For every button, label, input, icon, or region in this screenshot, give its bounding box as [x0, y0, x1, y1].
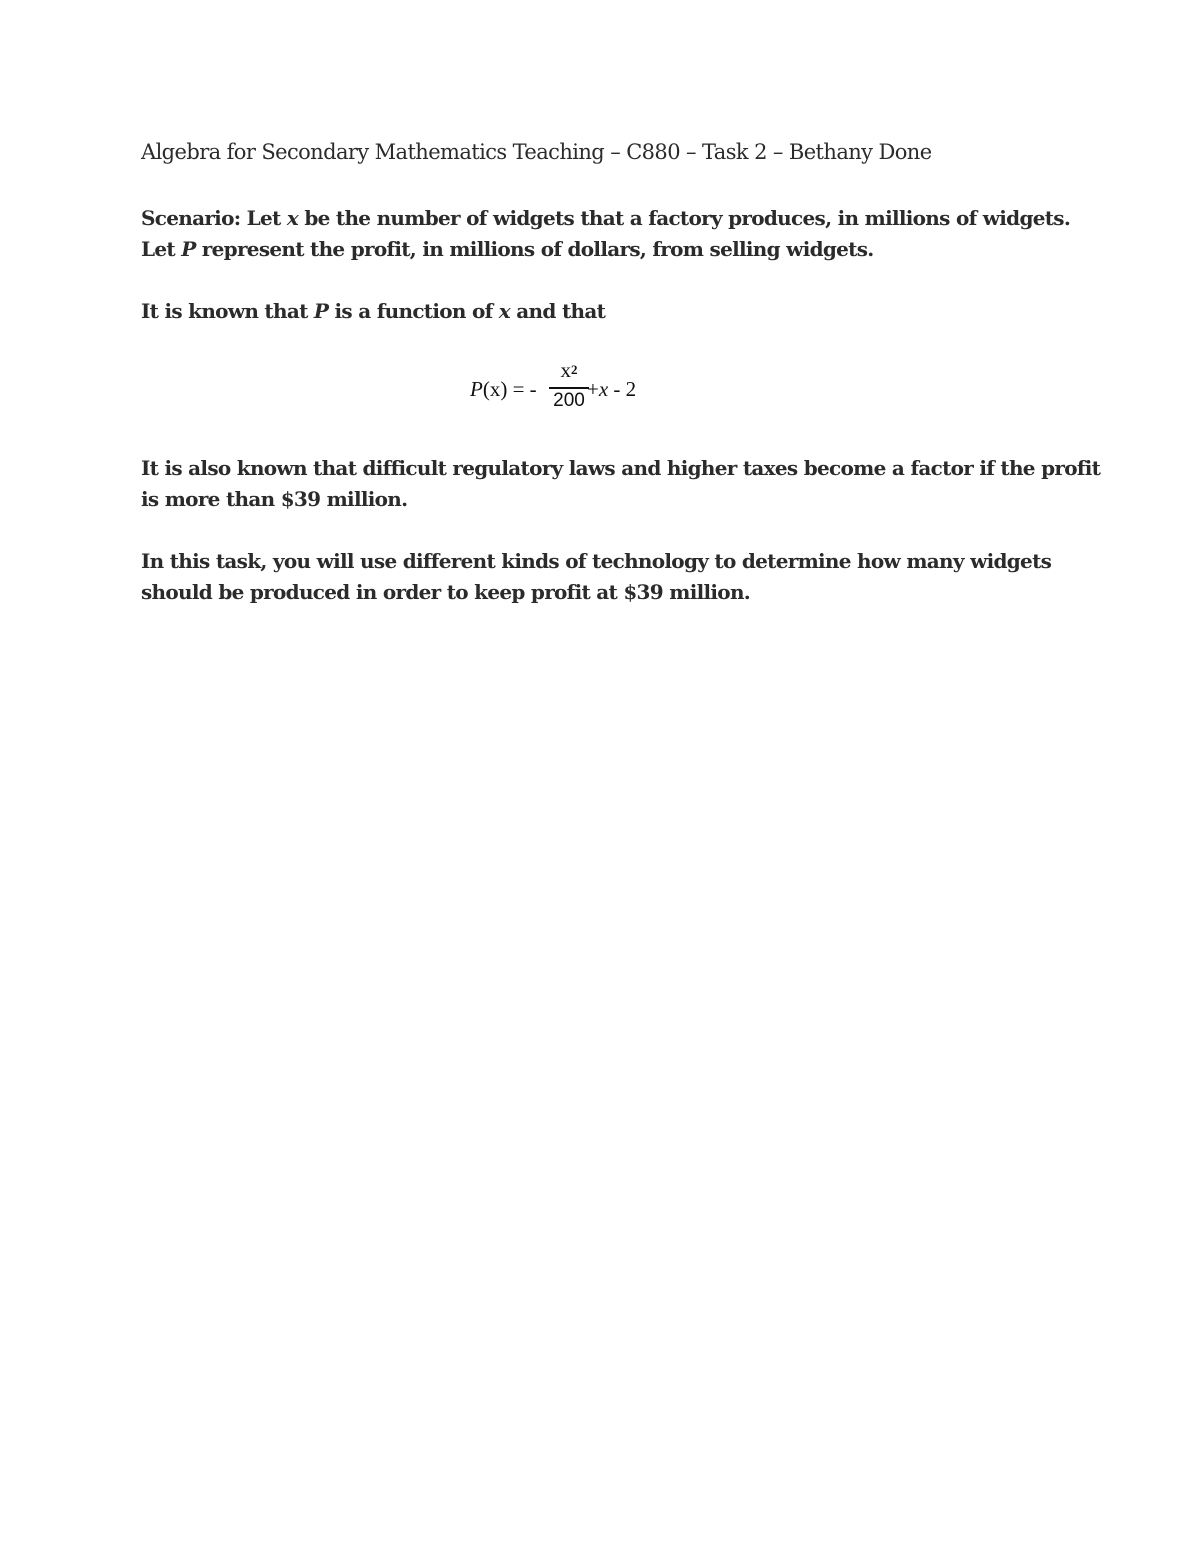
fraction-denominator: 200	[553, 390, 585, 411]
regulation-paragraph	[141, 453, 1100, 515]
variable-p: P	[181, 237, 196, 261]
scenario-text: be the number of widgets that a factory produces, in millions of widgets.	[298, 206, 1071, 230]
formula-rhs	[587, 377, 636, 402]
numerator-exponent: 2	[571, 362, 578, 377]
task-paragraph	[141, 546, 1051, 608]
scenario-line-2	[141, 234, 1070, 265]
plus-sign: +	[587, 377, 599, 401]
task-line-2: should be produced in order to keep profit at $39 million.	[141, 580, 751, 604]
scenario-text: Scenario: Let	[141, 206, 287, 230]
formula-lhs-rest: (x) = -	[482, 377, 537, 401]
function-statement	[141, 296, 605, 327]
variable-x: x	[286, 206, 299, 230]
scenario-line-1	[141, 203, 1070, 234]
scenario-paragraph	[141, 203, 1070, 265]
statement-text: It is known that	[141, 299, 314, 323]
variable-x: x	[498, 299, 511, 323]
formula-lhs	[470, 377, 537, 402]
fraction-numerator	[549, 358, 589, 385]
profit-formula	[470, 358, 670, 418]
statement-text: and that	[510, 299, 606, 323]
numerator-base: x	[560, 358, 571, 382]
regulation-line-1: It is also known that difficult regulatory laws and higher taxes become a factor if the profit	[141, 456, 1101, 480]
variable-p: P	[313, 299, 329, 323]
variable-x: x	[598, 377, 609, 401]
function-name: P	[470, 377, 483, 401]
fraction-bar	[549, 387, 589, 389]
task-line-1: In this task, you will use different kinds of technology to determine how many widgets	[141, 549, 1052, 573]
scenario-text: represent the profit, in millions of dollars, from selling widgets.	[195, 237, 874, 261]
formula-fraction	[549, 358, 589, 412]
regulation-line-2: is more than $39 million.	[141, 487, 408, 511]
formula-rhs-rest: - 2	[608, 377, 637, 401]
scenario-text: Let	[141, 237, 182, 261]
document-header: Algebra for Secondary Mathematics Teaching – C880 – Task 2 – Bethany Done	[141, 140, 932, 164]
statement-text: is a function of	[328, 299, 499, 323]
